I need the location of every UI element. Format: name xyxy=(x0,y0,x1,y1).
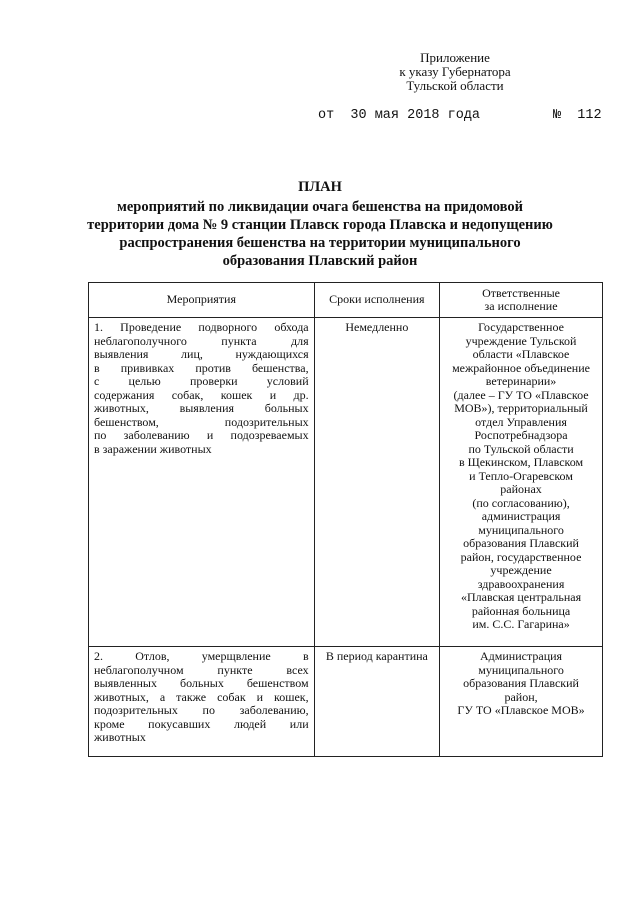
deadline-cell: Немедленно xyxy=(314,318,439,647)
responsible-line: Роспотребнадзора xyxy=(474,428,568,442)
title-line: образования Плавский район xyxy=(222,253,418,269)
responsible-line: (по согласованию), xyxy=(472,495,570,510)
responsible-line: администрация xyxy=(481,509,561,523)
responsible-line: в Щекинском, Плавском xyxy=(458,455,584,469)
measure-line: с целью проверки условий xyxy=(94,374,309,388)
measure-line: подозрительных по заболеванию, xyxy=(94,703,309,717)
responsible-cell xyxy=(440,647,603,757)
responsible-line: области «Плавское xyxy=(472,347,570,361)
responsible-line: образования Плавский xyxy=(463,536,579,550)
measure-line: кроме покусавших людей или xyxy=(94,716,309,731)
measure-line: 1. Проведение подворного обхода xyxy=(94,320,309,334)
measure-line: животных, а также собак и кошек, xyxy=(94,689,309,704)
document-title xyxy=(80,178,560,270)
title-line: распространения бешенства на территории муниципального xyxy=(119,235,521,251)
measure-line: животных xyxy=(94,730,146,744)
responsible-line: ветеринарии» xyxy=(485,374,557,388)
measure-line: животных, выявления больных xyxy=(94,401,309,415)
measure-line: неблагополучном пункте всех xyxy=(94,662,309,677)
measure-line: в заражении животных xyxy=(94,441,212,456)
measure-line: по заболеванию и подозреваемых xyxy=(94,428,309,442)
appendix-line: к указу Губернатора xyxy=(399,64,511,79)
responsible-line: и Тепло-Огаревском xyxy=(469,468,573,483)
measure-cell xyxy=(89,647,315,757)
responsible-line: МОВ»), территориальный xyxy=(454,401,588,415)
decree-date-number: от 30 мая 2018 года № 112 xyxy=(318,108,602,123)
title-line: мероприятий по ликвидации очага бешенства на придомовой xyxy=(116,199,523,215)
header-responsible xyxy=(440,283,603,318)
appendix-line: Тульской области xyxy=(406,78,504,93)
measure-line: выявленных больных бешенством xyxy=(94,676,309,690)
appendix-line: Приложение xyxy=(420,50,490,65)
header-measures: Мероприятия xyxy=(89,283,315,318)
responsible-line: им. С.С. Гагарина» xyxy=(472,617,570,631)
responsible-line: муниципального xyxy=(478,662,564,677)
responsible-line: отдел Управления xyxy=(475,414,567,429)
responsible-line: район, государственное xyxy=(460,549,582,564)
responsible-line: районная больница xyxy=(471,603,571,618)
header-responsible-line: Ответственные xyxy=(482,285,561,300)
measure-line: 2. Отлов, умерщвление в xyxy=(94,649,309,663)
responsible-line: (далее – ГУ ТО «Плавское xyxy=(453,387,589,402)
measure-line: неблагополучного пункта для xyxy=(94,333,309,348)
responsible-line: межрайонное объединение xyxy=(452,360,590,375)
responsible-line: учреждение xyxy=(490,563,552,577)
responsible-line: район, xyxy=(504,689,538,704)
responsible-line: ГУ ТО «Плавское МОВ» xyxy=(457,703,585,717)
measures-table xyxy=(88,282,603,757)
table-row xyxy=(89,318,603,647)
responsible-line: районах xyxy=(500,482,542,496)
table-header-row xyxy=(89,283,603,318)
title-line: территории дома № 9 станции Плавск города Плавска и недопущению xyxy=(87,217,553,233)
measure-line: содержания собак, кошек и др. xyxy=(94,387,309,402)
measure-line: в прививках против бешенства, xyxy=(94,360,309,375)
responsible-line: по Тульской области xyxy=(468,441,574,456)
measure-cell xyxy=(89,318,315,647)
title-heading: ПЛАН xyxy=(298,179,342,195)
measure-line: выявления лиц, нуждающихся xyxy=(94,347,309,361)
measure-line: бешенством, подозрительных xyxy=(94,414,309,429)
responsible-line: образования Плавский xyxy=(463,676,579,690)
responsible-line: «Плавская центральная xyxy=(460,590,582,604)
deadline-cell: В период карантина xyxy=(314,647,439,757)
header-deadlines: Сроки исполнения xyxy=(314,283,439,318)
header-responsible-line: за исполнение xyxy=(484,299,558,313)
responsible-line: учреждение Тульской xyxy=(465,333,577,348)
appendix-block xyxy=(360,51,550,93)
responsible-line: Администрация xyxy=(480,649,563,663)
responsible-line: здравоохранения xyxy=(477,576,565,591)
responsible-line: Государственное xyxy=(478,320,564,334)
responsible-cell xyxy=(440,318,603,647)
responsible-line: муниципального xyxy=(478,522,564,537)
table-row xyxy=(89,647,603,757)
